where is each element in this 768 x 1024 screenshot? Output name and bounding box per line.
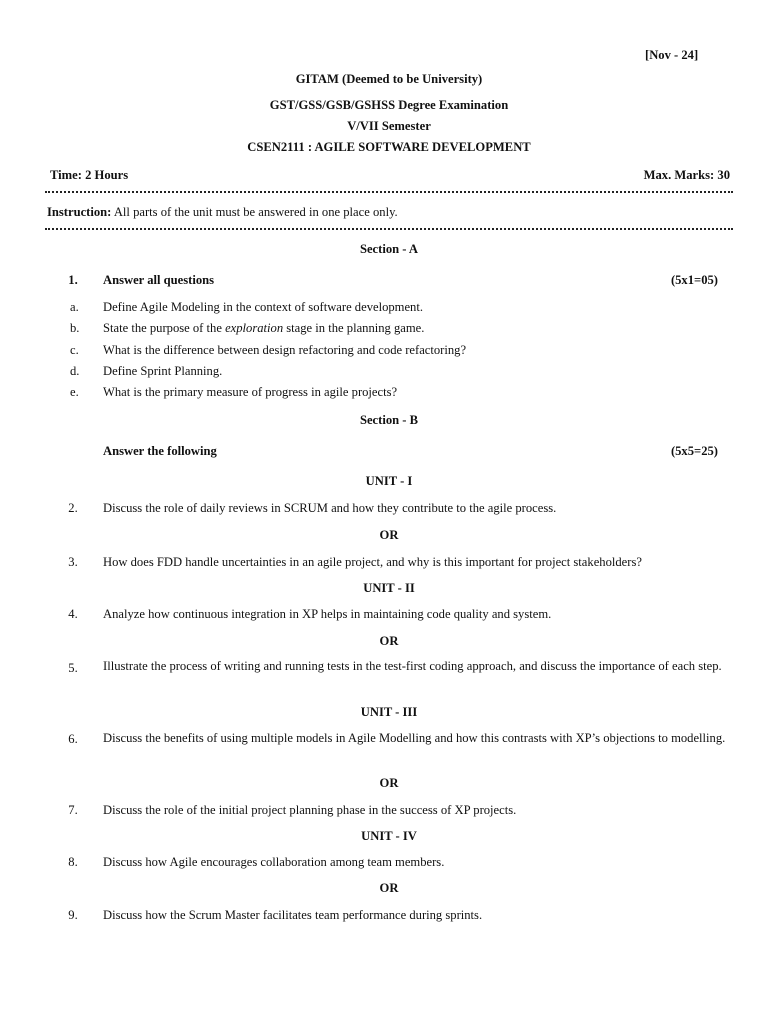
question-text: Discuss the role of daily reviews in SCRUM and how they contribute to the agile process. xyxy=(103,501,557,515)
exam-time: Time: 2 Hours xyxy=(50,168,129,182)
unit-title: UNIT - I xyxy=(365,474,413,488)
item-letter: d. xyxy=(70,364,80,378)
or-separator: OR xyxy=(379,528,399,542)
max-marks: Max. Marks: 30 xyxy=(643,168,730,182)
item-text xyxy=(103,321,424,336)
item-text: Define Sprint Planning. xyxy=(103,364,223,378)
date-tag: [Nov - 24] xyxy=(645,48,699,62)
question-text: Discuss how Agile encourages collaboration among team members. xyxy=(103,855,445,869)
question-text: How does FDD handle uncertainties in an agile project, and why is this important for project stakeholders? xyxy=(103,555,642,569)
or-separator: OR xyxy=(379,881,399,895)
question-text: Discuss how the Scrum Master facilitates team performance during sprints. xyxy=(103,908,483,922)
question-text: Discuss the role of the initial project planning phase in the success of XP projects. xyxy=(103,803,517,817)
item-text: Define Agile Modeling in the context of software development. xyxy=(103,300,424,314)
question-number: 2. xyxy=(68,501,78,515)
section-b-marks: (5x5=25) xyxy=(670,444,718,458)
section-a-heading: Answer all questions xyxy=(103,273,215,287)
item-letter: a. xyxy=(70,300,79,314)
or-separator: OR xyxy=(379,634,399,648)
question-number: 8. xyxy=(68,855,78,869)
item-letter: b. xyxy=(70,321,80,335)
question-number: 7. xyxy=(68,803,78,817)
item-text-part: State the purpose of the xyxy=(103,321,226,335)
semester: V/VII Semester xyxy=(347,119,431,133)
unit-title: UNIT - II xyxy=(363,581,415,595)
section-b-title: Section - B xyxy=(359,413,419,427)
item-text: What is the primary measure of progress in agile projects? xyxy=(103,385,398,399)
question-text: Discuss the benefits of using multiple models in Agile Modelling and how this contrasts with XP’s objections to modelling. xyxy=(103,731,726,745)
or-separator: OR xyxy=(379,776,399,790)
exam-title: GST/GSS/GSB/GSHSS Degree Examination xyxy=(269,98,509,112)
question-number: 6. xyxy=(68,732,78,746)
question-number: 1. xyxy=(68,273,78,287)
item-text-italic: exploration xyxy=(225,321,284,335)
section-a-title: Section - A xyxy=(359,242,419,256)
course-title: CSEN2111 : AGILE SOFTWARE DEVELOPMENT xyxy=(247,140,531,154)
instruction xyxy=(47,205,398,220)
question-text: Illustrate the process of writing and running tests in the test-first coding approach, and discuss the importance of each step. xyxy=(103,659,722,673)
section-b-heading: Answer the following xyxy=(103,444,217,458)
dotted-divider xyxy=(45,191,733,193)
question-text: Analyze how continuous integration in XP helps in maintaining code quality and system. xyxy=(103,607,552,621)
question-number: 9. xyxy=(68,908,78,922)
item-letter: e. xyxy=(70,385,79,399)
item-text: What is the difference between design refactoring and code refactoring? xyxy=(103,343,467,357)
instruction-text: All parts of the unit must be answered in one place only. xyxy=(111,205,398,219)
question-number: 5. xyxy=(68,661,78,675)
item-text-part: stage in the planning game. xyxy=(283,321,425,335)
instruction-label: Instruction: xyxy=(47,205,112,219)
question-number: 4. xyxy=(68,607,78,621)
section-a-marks: (5x1=05) xyxy=(670,273,718,287)
dotted-divider xyxy=(45,228,733,230)
unit-title: UNIT - III xyxy=(360,705,418,719)
question-number: 3. xyxy=(68,555,78,569)
university-name: GITAM (Deemed to be University) xyxy=(295,72,483,86)
item-letter: c. xyxy=(70,343,79,357)
unit-title: UNIT - IV xyxy=(361,829,417,843)
